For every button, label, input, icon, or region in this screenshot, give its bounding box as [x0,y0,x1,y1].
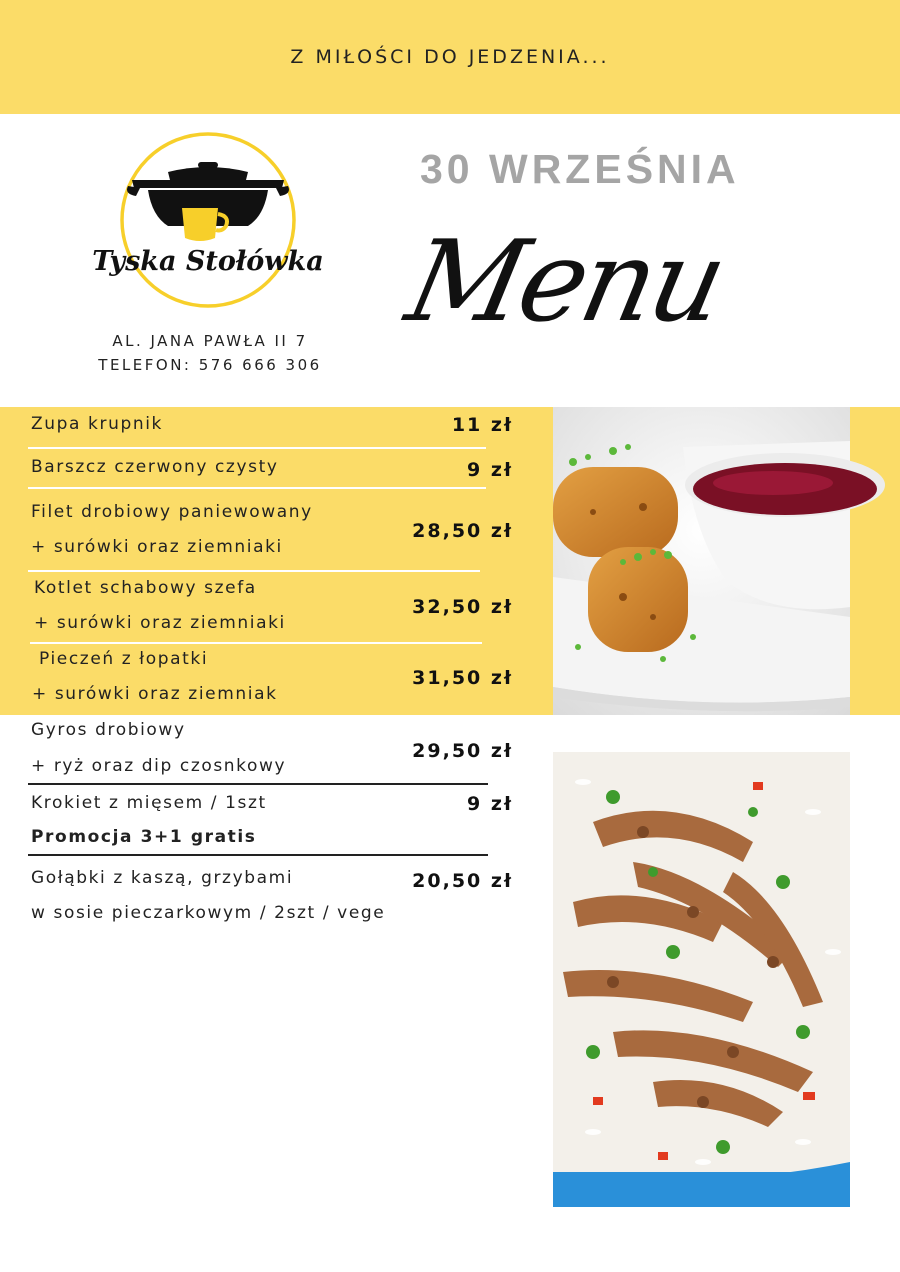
logo-text: Tyska Stołówka [92,246,324,277]
item-sub-kotlet: + surówki oraz ziemniaki [34,613,286,633]
item-price-pieczen: 31,50 zł [412,667,513,689]
divider [28,447,486,449]
item-name-golabki: Gołąbki z kaszą, grzybami [31,868,294,888]
gyros-photo [553,752,850,1207]
item-sub-gyros: + ryż oraz dip czosnkowy [31,756,287,776]
restaurant-logo [88,128,328,310]
menu-date: 30 WRZEŚNIA [420,146,740,192]
croquettes-photo [553,407,850,715]
item-price-kotlet: 32,50 zł [412,596,513,618]
divider [28,783,488,785]
divider [30,642,482,644]
address: AL. JANA PAWŁA II 7 [112,332,308,350]
divider [28,854,488,856]
item-price-barszcz: 9 zł [467,459,513,481]
menu-title-text: Menu [396,216,734,347]
item-name-krokiet: Krokiet z mięsem / 1szt [31,793,267,813]
menu-title [396,200,734,380]
item-sub-pieczen: + surówki oraz ziemniak [32,684,278,704]
item-sub-golabki: w sosie pieczarkowym / 2szt / vege [31,903,386,923]
divider [28,570,480,572]
top-banner [0,0,900,114]
phone-number: TELEFON: 576 666 306 [98,356,322,374]
item-name-filet: Filet drobiowy paniewowany [31,502,313,522]
item-name-kotlet: Kotlet schabowy szefa [34,578,257,598]
item-price-filet: 28,50 zł [412,520,513,542]
item-name-zupa-krupnik: Zupa krupnik [31,414,163,434]
item-price-zupa-krupnik: 11 zł [451,414,513,436]
item-price-krokiet: 9 zł [467,793,513,815]
item-sub-filet: + surówki oraz ziemniaki [31,537,283,557]
item-name-pieczen: Pieczeń z łopatki [39,649,209,669]
item-name-gyros: Gyros drobiowy [31,720,186,740]
tagline: Z MIŁOŚCI DO JEDZENIA... [290,46,610,68]
divider [28,487,486,489]
item-price-golabki: 20,50 zł [412,870,513,892]
item-name-barszcz: Barszcz czerwony czysty [31,457,279,477]
item-price-gyros: 29,50 zł [412,740,513,762]
promo-text: Promocja 3+1 gratis [31,827,257,847]
